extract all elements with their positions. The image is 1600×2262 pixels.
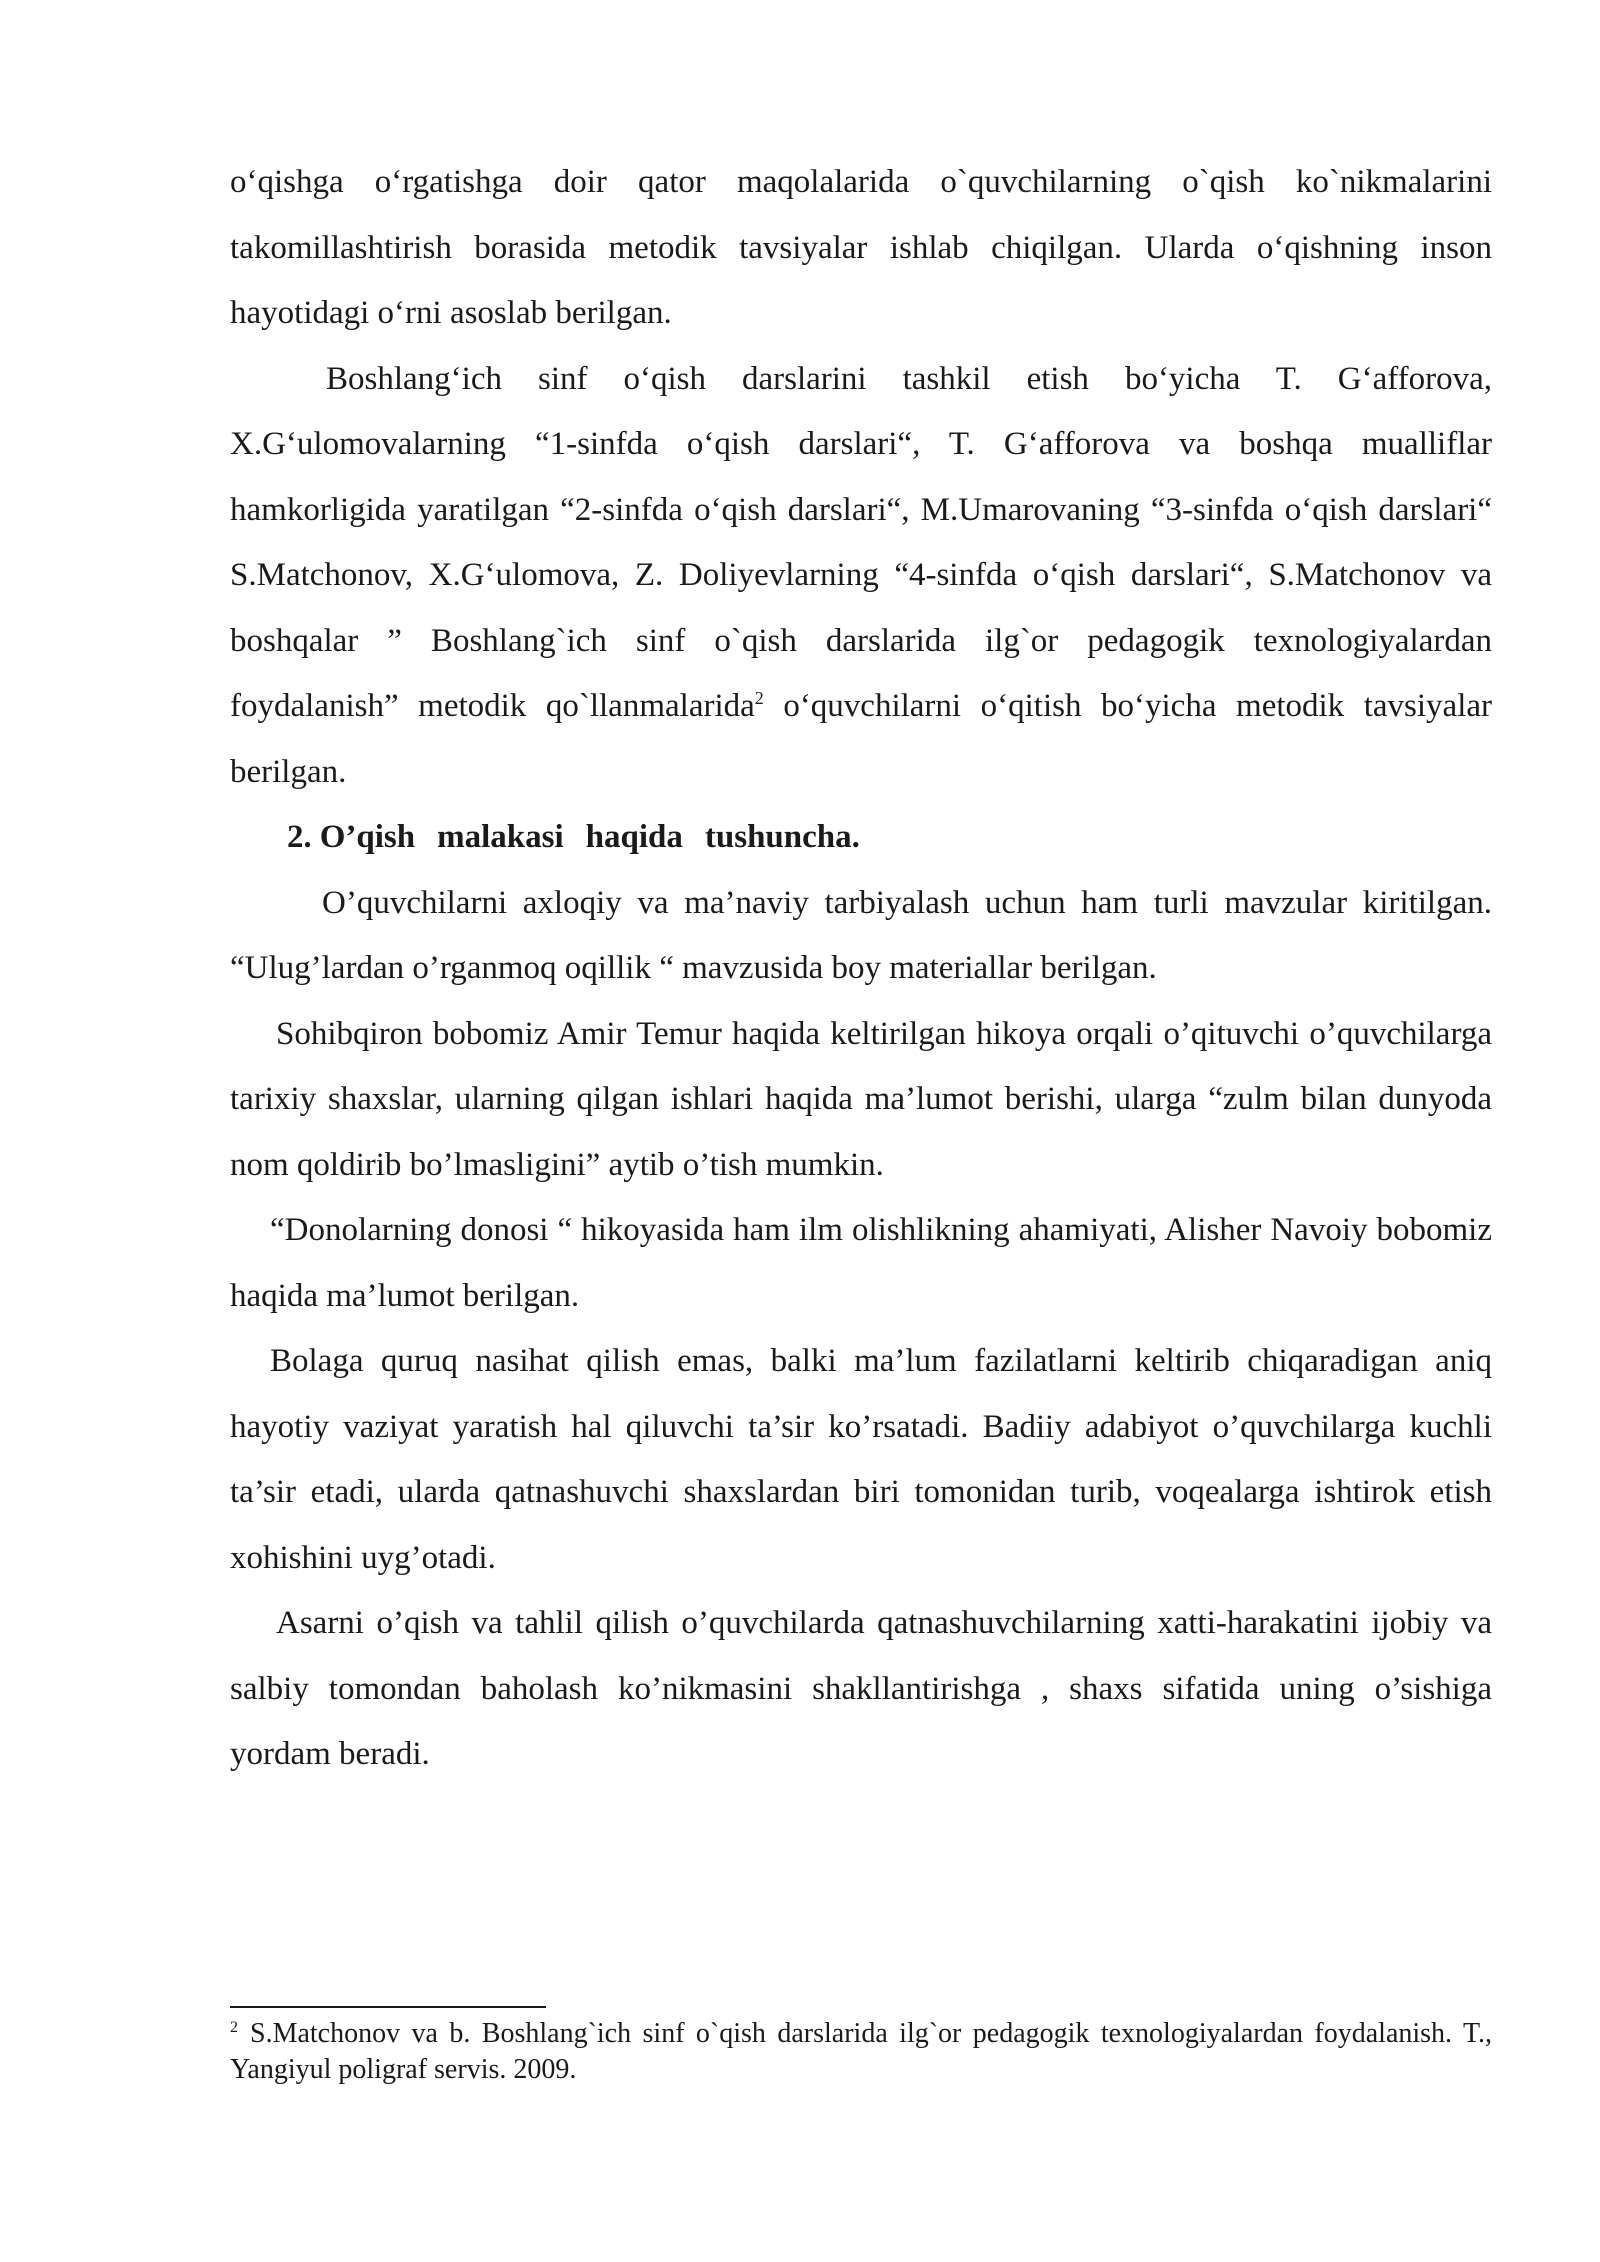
paragraph-amir-temur: Sohibqiron bobomiz Amir Temur haqida keltirilgan hikoya orqali o’qituvchi o’quvchilarga tarixiy shaxslar, ularning qilgan ishlari haqida ma’lumot berishi, ularga “zulm bilan dunyoda nom qoldirib bo’lmasligini” aytib o’tish mumkin. (230, 1015, 1492, 1183)
paragraph-advice: Bolaga quruq nasihat qilish emas, balki ma’lum fazilatlarni keltirib chiqaradigan aniq hayotiy vaziyat yaratish hal qiluvchi ta’sir ko’rsatadi. Badiiy adabiyot o’quvchilarga kuchli ta’sir etadi, ularda qatnashuvchi shaxslardan biri tomonidan turib, voqealarga ishtirok etish xohishini uyg’otadi. (230, 1343, 1492, 1576)
heading-word-3: haqida (585, 819, 683, 855)
paragraph-reading-lessons-text: Boshlang‘ich sinf o‘qish darslarini tashkil etish bo‘yicha T. G‘afforova, X.G‘ulomovalarning “1-sinfda o‘qish darslari“, T. G‘afforova va boshqa mualliflar hamkorligida yaratilgan “2-sinfda o‘qish darslari“, M.Umarovaning “3-sinfda o‘qish darslari“ S.Matchonov, X.G‘ulomova, Z. Doliyevlarning “4-sinfda o‘qish darslari“, S.Matchonov va boshqalar ” Boshlang`ich sinf o`qish darslarida ilg`or pedagogik texnologiyalardan foydalanish” metodik qo`llanmalarida (230, 360, 1492, 724)
heading-word-1: O’qish (319, 819, 416, 855)
paragraph-reading-lessons (230, 347, 1492, 806)
paragraph-analysis: Asarni o’qish va tahlil qilish o’quvchilarda qatnashuvchilarning xatti-harakatini ijobiy va salbiy tomondan baholash ko’nikmasini shakllantirishga , shaxs sifatida uning o’sishiga yordam beradi. (230, 1605, 1492, 1772)
section-heading (230, 805, 1492, 871)
section-number: 2. (287, 819, 312, 855)
paragraph-intro: o‘qishga o‘rgatishga doir qator maqolalarida o`quvchilarning o`qish ko`nikmalarini takomillashtirish borasida metodik tavsiyalar ishlab chiqilgan. Ularda o‘qishning inson hayotidagi o‘rni asoslab berilgan. (230, 164, 1492, 331)
heading-word-2: malakasi (437, 819, 564, 855)
paragraph-reading-lessons-tail: o‘quvchilarni o‘qitish bo‘yicha metodik tavsiyalar berilgan. (230, 688, 1492, 790)
footnote-text: S.Matchonov va b. Boshlang`ich sinf o`qish darslarida ilg`or pedagogik texnologiyalardan foydalanish. T., Yangiyul poligraf servis. 2009. (230, 2018, 1492, 2085)
footnote-reference[interactable]: 2 (754, 688, 764, 708)
paragraph-moral-education: O’quvchilarni axloqiy va ma’naviy tarbiyalash uchun ham turli mavzular kiritilgan. “Ulug’lardan o’rganmoq oqillik “ mavzusida boy materiallar berilgan. (230, 884, 1492, 986)
document-page (230, 150, 1492, 1788)
paragraph-donolarning-donosi: “Donolarning donosi “ hikoyasida ham ilm olishlikning ahamiyati, Alisher Navoiy bobomiz haqida ma’lumot berilgan. (230, 1212, 1492, 1314)
heading-word-4: tushuncha. (704, 819, 860, 855)
footnote (230, 2016, 1492, 2088)
footnote-separator (230, 2006, 546, 2008)
footnote-mark: 2 (230, 2018, 238, 2036)
